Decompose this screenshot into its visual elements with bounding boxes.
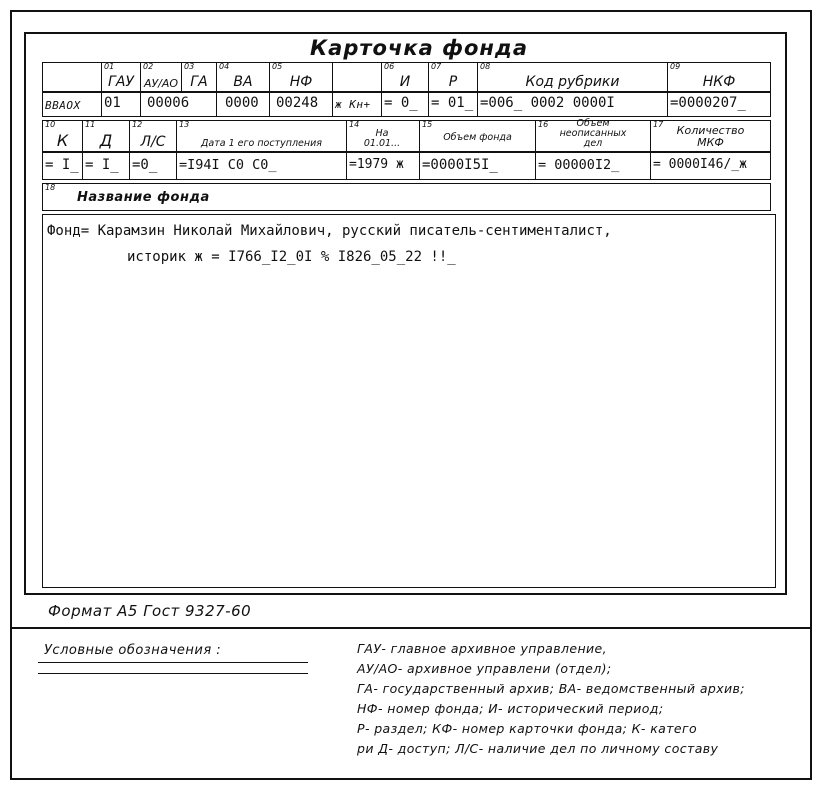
- field-number: 06: [384, 62, 395, 71]
- format-line: Формат А5 Гост 9327-60: [48, 602, 252, 620]
- header-na: [346, 120, 420, 152]
- field-number: 11: [85, 120, 96, 129]
- value-ga: [140, 92, 217, 117]
- field-number: 05: [272, 62, 283, 71]
- header-label: Количество МКФ: [676, 124, 745, 149]
- header-label: Объем неописанных дел: [559, 118, 627, 149]
- value-mkf: [650, 152, 771, 180]
- value-text: =0000207_: [670, 95, 746, 111]
- header-nkf: [667, 62, 771, 92]
- legend-line: НФ- номер фонда; И- исторический период;: [357, 701, 664, 716]
- header-label: Р: [448, 74, 458, 90]
- header-d: [82, 120, 130, 152]
- value-date: [176, 152, 347, 180]
- value-nkf: [667, 92, 771, 117]
- legend-line: ГАУ- главное архивное управление,: [357, 641, 608, 656]
- header-r: [428, 62, 478, 92]
- value-nf: [269, 92, 333, 117]
- body-line-2: историк ж = I766_I2_0I % I826_05_22 !!_: [127, 249, 456, 265]
- value-rubric: [477, 92, 668, 117]
- legend-line: АУ/АО- архивное управлени (отдел);: [357, 661, 612, 676]
- value-text: = I_: [85, 157, 119, 173]
- header-label: Дата 1 его поступления: [201, 138, 322, 149]
- value-text: = 0000I46/_ж: [653, 157, 747, 172]
- value-text: = 00000I2_: [538, 157, 620, 173]
- field-number: 13: [179, 120, 190, 129]
- value-i: [381, 92, 429, 117]
- body-line-1: Фонд= Карамзин Николай Михайлович, русский писатель-сентименталист,: [47, 223, 612, 239]
- value-lead: [42, 92, 102, 117]
- legend-underline-2: [38, 673, 308, 674]
- header-nf: [269, 62, 333, 92]
- field-number: 12: [132, 120, 143, 129]
- field-number: 02: [143, 62, 154, 71]
- legend-line: ри Д- доступ; Л/С- наличие дел по личному составу: [357, 741, 719, 756]
- field-number: 01: [104, 62, 115, 71]
- value-ls: [129, 152, 177, 180]
- value-text: = 0_: [384, 95, 418, 111]
- header-ls: [129, 120, 177, 152]
- header-label: Объем фонда: [443, 132, 512, 143]
- value-text: =I94I C0 C0_: [179, 157, 277, 173]
- header-i: [381, 62, 429, 92]
- separator: [10, 627, 812, 629]
- field-number: 04: [219, 62, 230, 71]
- value-text: 01: [104, 95, 121, 111]
- value-r: [428, 92, 478, 117]
- header-mkf: [650, 120, 771, 152]
- value-text: ж Кн+: [335, 98, 371, 111]
- value-text: 00006: [147, 95, 190, 111]
- value-text: = I_: [45, 157, 79, 173]
- value-text: ВВАОХ: [45, 99, 81, 112]
- header-label: ГАУ: [108, 74, 134, 90]
- field-number: 15: [422, 120, 433, 129]
- card-title: Карточка фонда: [310, 36, 529, 60]
- header-blank: [332, 62, 382, 92]
- value-text: 0000: [225, 95, 259, 111]
- header-va: [216, 62, 270, 92]
- legend-line: ГА- государственный архив; ВА- ведомственный архив;: [357, 681, 745, 696]
- legend-title: Условные обозначения :: [44, 643, 222, 658]
- field-number: 10: [45, 120, 56, 129]
- value-text: =0_: [132, 157, 158, 173]
- field-number: 16: [538, 120, 549, 129]
- value-text: 00248: [276, 95, 319, 111]
- fund-name-label: Название фонда: [77, 190, 210, 205]
- header-label: АУ/АО: [143, 77, 179, 90]
- header-volume: [419, 120, 536, 152]
- legend-line: Р- раздел; КФ- номер карточки фонда; К- катего: [357, 721, 697, 736]
- header-label: К: [56, 131, 69, 150]
- value-k: [42, 152, 83, 180]
- header-date: [176, 120, 347, 152]
- header-label: И: [399, 74, 411, 90]
- field-number: 03: [184, 62, 195, 71]
- header-ga: [181, 62, 217, 92]
- header-k: [42, 120, 83, 152]
- field-number: 18: [45, 183, 56, 192]
- header-label: На 01.01...: [363, 128, 401, 149]
- fund-name-header: [42, 183, 771, 211]
- value-text: = 01_: [431, 95, 474, 111]
- field-number: 08: [480, 62, 491, 71]
- value-text: =006_ 0002 0000I: [480, 95, 615, 111]
- value-na: [346, 152, 420, 180]
- header-label: НКФ: [702, 74, 736, 90]
- header-label: Л/С: [140, 134, 166, 150]
- header-label: ГА: [190, 74, 208, 90]
- value-text: =1979 ж: [349, 157, 404, 172]
- value-text: =0000I5I_: [422, 157, 498, 173]
- legend-underline-1: [38, 662, 308, 663]
- field-number: 09: [670, 62, 681, 71]
- field-number: 17: [653, 120, 664, 129]
- value-gau: [101, 92, 141, 117]
- field-number: 07: [431, 62, 442, 71]
- header-label: ВА: [233, 74, 253, 90]
- value-kn: [332, 92, 382, 117]
- header-label: НФ: [289, 74, 313, 90]
- header-label: Код рубрики: [525, 74, 620, 90]
- value-volume: [419, 152, 536, 180]
- card-body: [42, 214, 776, 588]
- header-rubric-code: [477, 62, 668, 92]
- header-gau: [101, 62, 141, 92]
- value-va: [216, 92, 270, 117]
- header-undescribed: [535, 120, 651, 152]
- header-au-ao: [140, 62, 182, 92]
- value-d: [82, 152, 130, 180]
- header-label: Д: [99, 131, 113, 150]
- field-number: 14: [349, 120, 360, 129]
- header-empty: [42, 62, 102, 92]
- value-undescribed: [535, 152, 651, 180]
